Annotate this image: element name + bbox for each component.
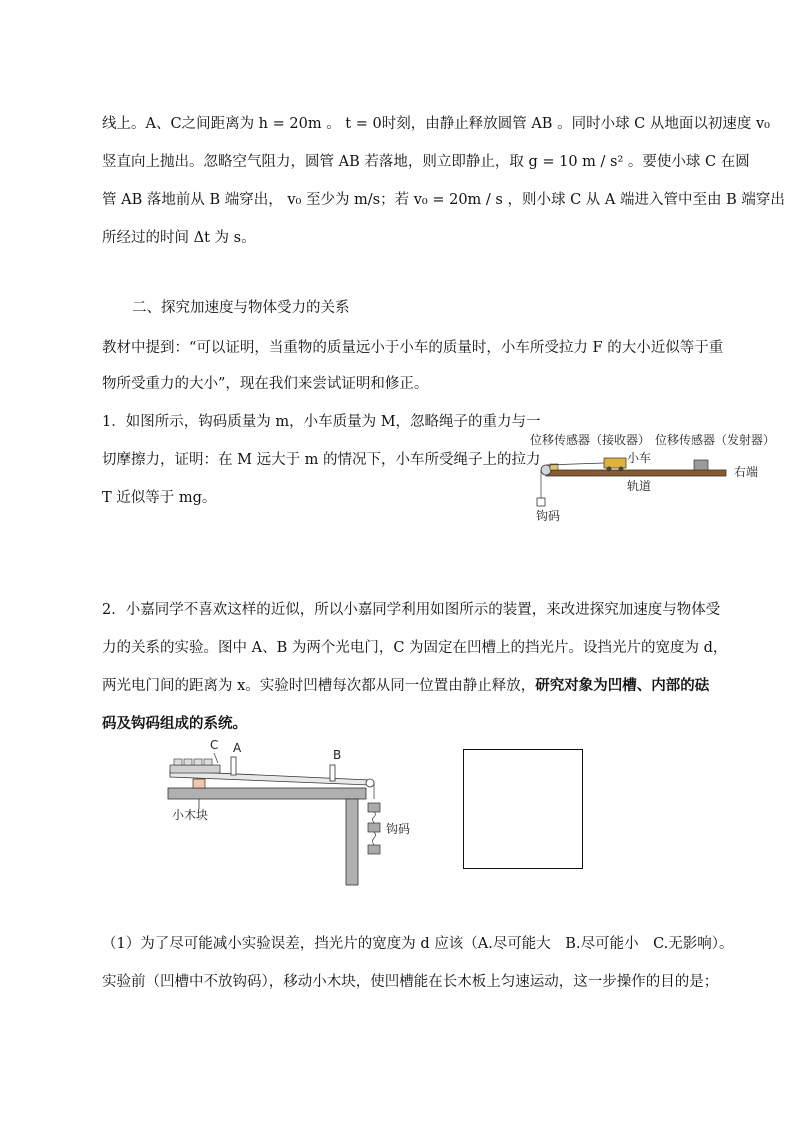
- car-label: 小车: [627, 451, 652, 465]
- p1-line-3: 管 AB 落地前从 B 端穿出， v₀ 至少为 m/s；若 v₀ = 20m / s ，则小球 C 从 A 端进入管中至由 B 端穿出: [102, 192, 785, 208]
- label-c: C: [210, 738, 219, 752]
- p1-line-1: 线上。A、C之间距离为 h = 20m 。 t = 0时刻，由静止释放圆管 AB 。同时小球 C 从地面以初速度 v₀: [102, 116, 770, 132]
- hook-1: [373, 812, 376, 823]
- q2-line-1: 2．小嘉同学不喜欢这样的近似，所以小嘉同学利用如图所示的装置，来改进探究加速度与物体受: [102, 602, 721, 618]
- q2-line-3-bold: 研究对象为凹槽、内部的砝: [535, 677, 710, 694]
- right-end-label: 右端: [734, 465, 759, 479]
- groove-weight-4: [204, 759, 212, 765]
- q2-line-2: 力的关系的实验。图中 A、B 为两个光电门，C 为固定在凹槽上的挡光片。设挡光片的宽度为 d，: [102, 640, 728, 656]
- groove-apparatus-diagram: [160, 737, 420, 887]
- wooden-block: [193, 779, 205, 788]
- car: [604, 458, 626, 468]
- groove-weight-2: [184, 759, 192, 765]
- sub1-line-1: （1）为了尽可能减小实验误差，挡光片的宽度为 d 应该（A.尽可能大 B.尽可能小 C.无影响）。: [102, 936, 734, 952]
- q2-line-4: 码及钩码组成的系统。: [102, 715, 247, 732]
- section-intro-line-1: 教材中提到：“可以证明，当重物的质量远小于小车的质量时，小车所受拉力 F 的大小近似等于重: [102, 340, 724, 356]
- weight-label: 钩码: [386, 822, 411, 836]
- q1-line-1: 1．如图所示，钩码质量为 m，小车质量为 M，忽略绳子的重力与一: [102, 414, 541, 430]
- emitter-sensor: [694, 460, 708, 470]
- pulley: [541, 465, 551, 475]
- groove-weight-3: [194, 759, 202, 765]
- sub1-line-2: 实验前（凹槽中不放钩码），移动小木块，使凹槽能在长木板上匀速运动，这一步操作的目的是；: [102, 974, 719, 990]
- q1-line-3: T 近似等于 mg。: [102, 490, 217, 506]
- receiver-label: 位移传感器（接收器）: [530, 433, 651, 447]
- track-label: 轨道: [627, 479, 652, 493]
- hanging-weight-3: [368, 845, 380, 854]
- q2-line-3-normal: 两光电门间的距离为 x。实验时凹槽每次都从同一位置由静止释放，: [102, 678, 536, 694]
- hanging-weight-1: [368, 803, 380, 812]
- table-top: [168, 788, 366, 799]
- section-heading: 二、探究加速度与物体受力的关系: [132, 300, 350, 316]
- q2-line-3: [102, 674, 709, 695]
- groove-weight-1: [174, 759, 182, 765]
- answer-box: [463, 749, 583, 869]
- hanging-weight: [537, 498, 545, 506]
- label-a: A: [233, 741, 242, 755]
- table-leg: [346, 799, 358, 885]
- hanging-weight-2: [368, 823, 380, 832]
- p1-line-2: 竖直向上抛出。忽略空气阻力，圆管 AB 若落地，则立即静止，取 g = 10 m / s² 。要使小球 C 在圆: [102, 154, 750, 170]
- track-rail: [546, 470, 726, 476]
- p1-line-4: 所经过的时间 Δt 为 s。: [102, 230, 256, 246]
- groove: [170, 765, 220, 773]
- q1-line-2: 切摩擦力，证明：在 M 远大于 m 的情况下，小车所受绳子上的拉力: [102, 452, 541, 468]
- car-wheel-rear: [619, 467, 624, 472]
- label-b: B: [333, 748, 342, 762]
- pulley: [366, 779, 374, 787]
- hook-2: [373, 832, 376, 845]
- photogate-a: [231, 757, 236, 775]
- block-label: 小木块: [172, 808, 209, 822]
- track-sensor-diagram: [528, 428, 792, 526]
- weight-label: 钩码: [536, 509, 561, 523]
- car-wheel-front: [607, 467, 612, 472]
- shield-pointer: [214, 753, 218, 763]
- section-intro-line-2: 物所受重力的大小”，现在我们来尝试证明和修正。: [102, 376, 429, 392]
- emitter-label: 位移传感器（发射器）: [655, 433, 776, 447]
- photogate-b: [330, 765, 335, 781]
